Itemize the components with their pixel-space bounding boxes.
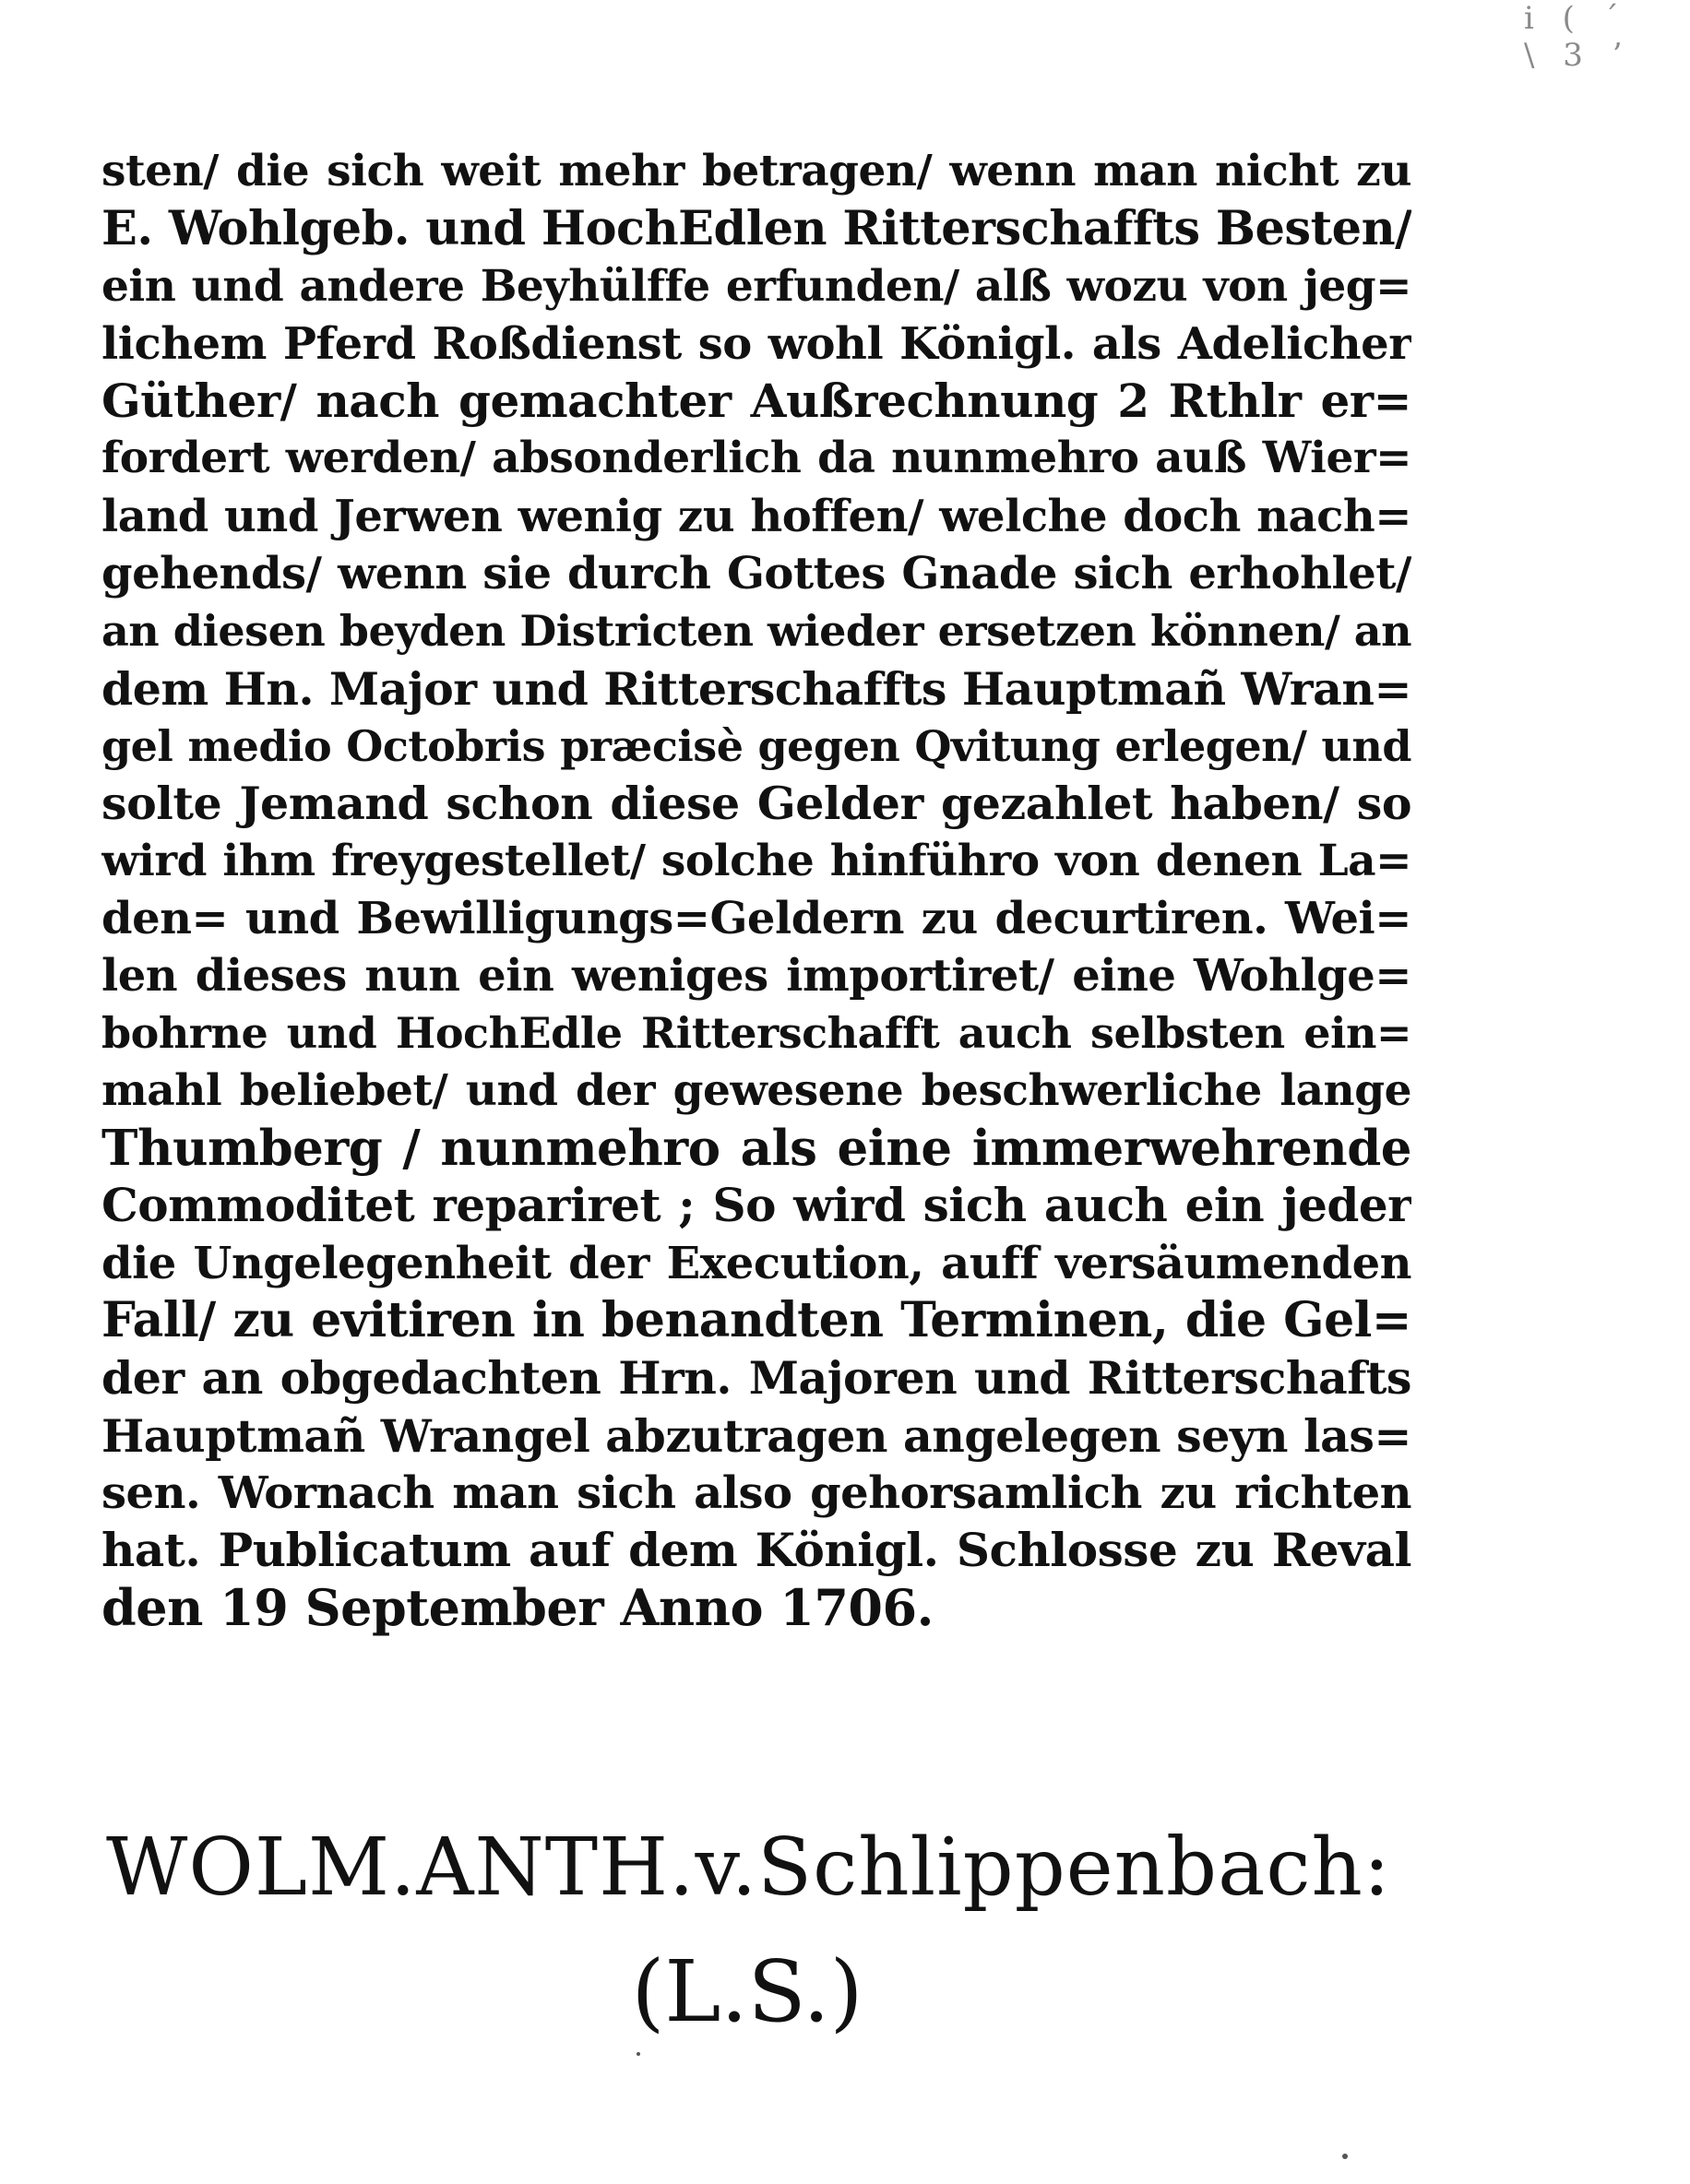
text-line: dem Hn. Major und Ritterschaffts Hauptmañ Wran=	[101, 661, 1411, 716]
seal-mark: (L.S.)	[631, 1942, 863, 2041]
text-line: land und Jerwen wenig zu hoffen/ welche doch nach=	[101, 490, 1411, 542]
margin-marks: i ( ´ \ 3 ʼ	[1524, 0, 1631, 74]
text-line: sen. Wornach man sich also gehorsamlich zu richten	[101, 1466, 1411, 1519]
text-line: sten/ die sich weit mehr betragen/ wenn man nicht zu	[101, 146, 1411, 196]
text-line: Thumberg / nunmehro als eine immerwehrende	[101, 1120, 1411, 1178]
text-line: E. Wohlgeb. und HochEdlen Ritterschaffts Besten/	[101, 201, 1411, 257]
text-line: Hauptmañ Wrangel abzutragen angelegen seyn las=	[101, 1408, 1411, 1463]
text-line-date: den 19 September Anno 1706.	[101, 1579, 934, 1637]
text-line: wird ihm freygestellet/ solche hinführo von denen La=	[101, 835, 1411, 886]
text-line: an diesen beyden Districten wieder ersetzen können/ an	[101, 606, 1411, 657]
text-line: mahl beliebet/ und der gewesene beschwerliche lange	[101, 1064, 1411, 1116]
text-line: gehends/ wenn sie durch Gottes Gnade sich erhohlet/	[101, 548, 1411, 600]
text-line: lichem Pferd Roßdienst so wohl Königl. als Adelicher	[101, 317, 1411, 370]
text-line: Güther/ nach gemachter Außrechnung 2 Rthlr er=	[101, 374, 1411, 429]
text-line: der an obgedachten Hrn. Majoren und Ritterschafts	[101, 1351, 1411, 1406]
text-line: len dieses nun ein weniges importiret/ eine Wohlge=	[101, 950, 1411, 1003]
text-line: fordert werden/ absonderlich da nunmehro auß Wier=	[101, 433, 1411, 484]
text-line: die Ungelegenheit der Execution, auff versäumenden	[101, 1237, 1411, 1289]
text-line: ein und andere Beyhülffe erfunden/ alß wozu von jeg=	[101, 260, 1411, 312]
print-speck	[1342, 2154, 1348, 2159]
text-line: gel medio Octobris præcisè gegen Qvitung erlegen/ und	[101, 720, 1411, 771]
print-speck	[637, 2052, 640, 2056]
text-line: den= und Bewilligungs=Geldern zu decurtiren. Wei=	[101, 892, 1411, 944]
proclamation-text	[101, 143, 1411, 1637]
text-line: hat. Publicatum auf dem Königl. Schlosse zu Reval	[101, 1523, 1411, 1578]
text-line: bohrne und HochEdle Ritterschafft auch selbsten ein=	[101, 1008, 1411, 1059]
signature-line: WOLM.ANTH.v.Schlippenbach:	[106, 1822, 1391, 1914]
text-line: solte Jemand schon diese Gelder gezahlet haben/ so	[101, 777, 1411, 831]
text-line: Fall/ zu evitiren in benandten Terminen, die Gel=	[101, 1291, 1411, 1348]
text-line: Commoditet repariret ; So wird sich auch ein jeder	[101, 1178, 1411, 1233]
